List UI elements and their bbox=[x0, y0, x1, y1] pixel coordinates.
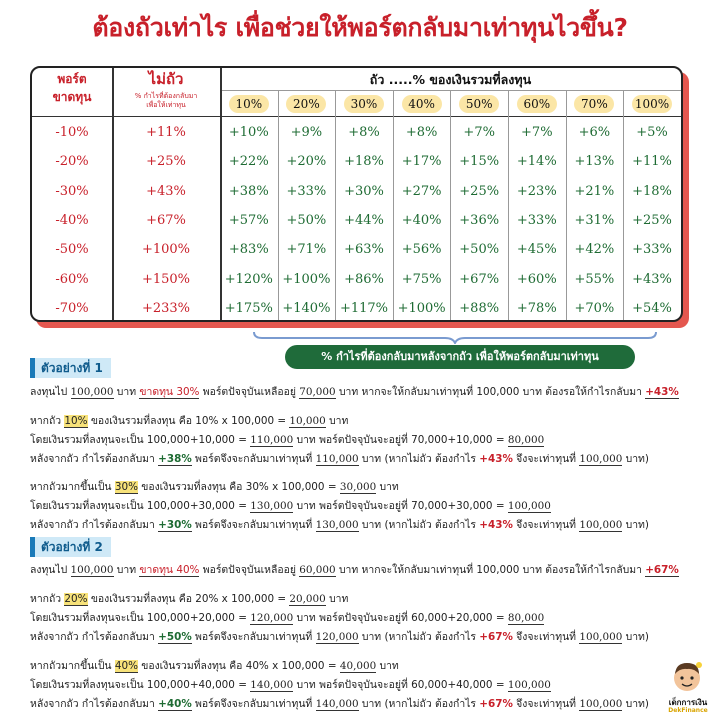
recovery-cell: +15% bbox=[459, 154, 500, 170]
recovery-cell: +120% bbox=[224, 271, 273, 287]
add-percent-chip: 10% bbox=[229, 95, 269, 113]
recovery-cell: +17% bbox=[401, 154, 442, 170]
mascot-icon bbox=[670, 660, 704, 694]
example2-intro bbox=[30, 561, 679, 579]
text: บาท) bbox=[622, 698, 649, 710]
brand-sub: DekFinance bbox=[668, 707, 708, 714]
text: บาท) bbox=[622, 519, 649, 531]
recovery-cell: +11% bbox=[632, 154, 672, 170]
text: ของเงินรวมที่ลงทุน คือ 20% x 100,000 = bbox=[87, 593, 290, 605]
text: บาท bbox=[325, 415, 349, 427]
text: จึงจะเท่าทุนที่ bbox=[512, 631, 580, 643]
amount: 60,000 bbox=[299, 564, 336, 576]
recovery-cell: +27% bbox=[401, 183, 442, 199]
recovery-cell: +56% bbox=[401, 242, 442, 258]
recovery-cell: +100% bbox=[282, 271, 331, 287]
recovery-cell: +70% bbox=[574, 300, 615, 316]
loss-text: ขาดทุน 30% bbox=[139, 386, 200, 398]
no-add-cell: +43% bbox=[146, 183, 186, 199]
amount: 10,000 bbox=[289, 415, 326, 427]
add-percent: 20% bbox=[64, 593, 88, 605]
recovery-cell: +25% bbox=[459, 183, 500, 199]
brand-name: เด็กการเงิน bbox=[668, 698, 708, 707]
recovery-cell: +22% bbox=[228, 154, 269, 170]
no-add-subheader-line1: % กำไรที่ต้องกลับมา bbox=[134, 92, 198, 100]
text: หลังจากถัว กำไรต้องกลับมา bbox=[30, 631, 159, 643]
text: บาท bbox=[325, 593, 349, 605]
example1-case2-line1 bbox=[30, 478, 399, 496]
gain-no-add: +67% bbox=[479, 631, 513, 643]
recovery-cell: +5% bbox=[636, 125, 668, 140]
add-percent-chip: 30% bbox=[344, 95, 384, 113]
amount: 120,000 bbox=[250, 612, 294, 624]
add-percent-chip: 70% bbox=[574, 95, 614, 113]
recovery-cell: +20% bbox=[286, 154, 327, 170]
example2-label: ตัวอย่างที่ 2 bbox=[30, 537, 111, 557]
gain-after-add: +38% bbox=[158, 453, 192, 465]
add-percent-chip: 60% bbox=[517, 95, 557, 113]
example1-case1-line1 bbox=[30, 412, 348, 430]
no-add-subheader-line2: เพื่อให้เท่าทุน bbox=[146, 101, 186, 109]
text: บาท bbox=[376, 481, 399, 493]
text: โดยเงินรวมที่ลงทุนจะเป็น 100,000+20,000 = bbox=[30, 612, 251, 624]
text: บาท (หากไม่ถัว ต้องกำไร bbox=[358, 453, 480, 465]
recovery-cell: +14% bbox=[516, 154, 557, 170]
text: พอร์ตปัจจุบันเหลืออยู่ bbox=[199, 386, 300, 398]
add-percent-chip: 100% bbox=[632, 95, 672, 113]
text: โดยเงินรวมที่ลงทุนจะเป็น 100,000+40,000 = bbox=[30, 679, 251, 691]
text: จึงจะเท่าทุนที่ bbox=[512, 453, 580, 465]
amount: 120,000 bbox=[315, 631, 359, 643]
text: บาท หากจะให้กลับมาเท่าทุนที่ 100,000 บาท ต้องรอให้กำไรกลับมา bbox=[335, 564, 646, 576]
recovery-cell: +175% bbox=[224, 300, 273, 316]
example1-label: ตัวอย่างที่ 1 bbox=[30, 358, 111, 378]
example2-case2-line2 bbox=[30, 676, 551, 694]
brand-logo bbox=[660, 660, 716, 718]
no-add-subheader bbox=[112, 92, 220, 110]
text: บาท พอร์ตปัจจุบันจะอยู่ที่ 70,000+10,000 = bbox=[293, 434, 508, 446]
text: พอร์ตปัจจุบันเหลืออยู่ bbox=[199, 564, 300, 576]
example2-case2-line3 bbox=[30, 695, 649, 713]
recovery-cell: +100% bbox=[397, 300, 446, 316]
amount: 140,000 bbox=[250, 679, 294, 691]
text: พอร์ตจึงจะกลับมาเท่าทุนที่ bbox=[191, 698, 316, 710]
example2-case1-line2 bbox=[30, 609, 544, 627]
amount: 80,000 bbox=[507, 612, 545, 624]
recovery-table bbox=[30, 66, 683, 322]
loss-text: ขาดทุน 40% bbox=[139, 564, 200, 576]
example2-case1-line3 bbox=[30, 628, 649, 646]
recovery-cell: +63% bbox=[344, 242, 384, 258]
recovery-cell: +43% bbox=[632, 271, 672, 287]
loss-cell: -70% bbox=[55, 300, 89, 316]
text: ของเงินรวมที่ลงทุน คือ 30% x 100,000 = bbox=[137, 481, 340, 493]
recovery-cell: +55% bbox=[574, 271, 615, 287]
text: บาท) bbox=[622, 453, 649, 465]
loss-cell: -20% bbox=[55, 154, 89, 170]
result-banner: % กำไรที่ต้องกลับมาหลังจากถัว เพื่อให้พอร์ตกลับมาเท่าทุน bbox=[285, 345, 635, 369]
text: จึงจะเท่าทุนที่ bbox=[512, 698, 580, 710]
text: บาท (หากไม่ถัว ต้องกำไร bbox=[358, 519, 480, 531]
amount: 80,000 bbox=[507, 434, 545, 446]
amount: 100,000 bbox=[579, 631, 623, 643]
recovery-cell: +10% bbox=[228, 125, 269, 140]
example1-case2-line2 bbox=[30, 497, 551, 515]
no-add-cell: +25% bbox=[146, 154, 186, 170]
amount: 40,000 bbox=[339, 660, 377, 672]
text: หลังจากถัว กำไรต้องกลับมา bbox=[30, 519, 159, 531]
loss-header bbox=[32, 70, 112, 106]
recovery-cell: +31% bbox=[574, 212, 615, 228]
amount: 100,000 bbox=[70, 564, 114, 576]
amount: 100,000 bbox=[579, 519, 623, 531]
recovery-cell: +33% bbox=[632, 242, 672, 258]
amount: 110,000 bbox=[315, 453, 359, 465]
no-add-cell: +67% bbox=[146, 212, 186, 228]
recovery-cell: +33% bbox=[286, 183, 327, 199]
text: พอร์ตจึงจะกลับมาเท่าทุนที่ bbox=[191, 453, 316, 465]
add-percent: 10% bbox=[64, 415, 88, 427]
table-grid bbox=[32, 68, 681, 320]
text: บาท (หากไม่ถัว ต้องกำไร bbox=[358, 631, 480, 643]
recovery-cell: +54% bbox=[632, 300, 672, 316]
recovery-cell: +67% bbox=[459, 271, 500, 287]
recovery-cell: +140% bbox=[282, 300, 331, 316]
amount: 70,000 bbox=[299, 386, 336, 398]
amount: 100,000 bbox=[70, 386, 114, 398]
recovery-cell: +13% bbox=[574, 154, 615, 170]
text: บาท) bbox=[622, 631, 649, 643]
gain-no-add: +43% bbox=[479, 453, 513, 465]
example1-case1-line2 bbox=[30, 431, 544, 449]
recovery-cell: +60% bbox=[516, 271, 557, 287]
loss-cell: -40% bbox=[55, 212, 89, 228]
text: ลงทุนไป bbox=[30, 386, 71, 398]
amount: 130,000 bbox=[250, 500, 294, 512]
recovery-cell: +6% bbox=[578, 125, 611, 140]
recovery-cell: +88% bbox=[459, 300, 500, 316]
gain-no-add: +67% bbox=[479, 698, 513, 710]
example2-case1-line1 bbox=[30, 590, 348, 608]
recovery-cell: +23% bbox=[516, 183, 557, 199]
text: หากถัวมากขึ้นเป็น bbox=[30, 660, 115, 672]
text: บาท พอร์ตปัจจุบันจะอยู่ที่ 60,000+20,000 = bbox=[293, 612, 508, 624]
recovery-cell: +117% bbox=[339, 300, 389, 316]
text: จึงจะเท่าทุนที่ bbox=[512, 519, 580, 531]
amount: 100,000 bbox=[579, 453, 623, 465]
text: บาท bbox=[113, 386, 140, 398]
text: ของเงินรวมที่ลงทุน คือ 10% x 100,000 = bbox=[87, 415, 290, 427]
amount: 100,000 bbox=[507, 500, 551, 512]
recovery-cell: +45% bbox=[516, 242, 557, 258]
recovery-cell: +71% bbox=[286, 242, 327, 258]
text: บาท พอร์ตปัจจุบันจะอยู่ที่ 60,000+40,000 = bbox=[293, 679, 508, 691]
recovery-cell: +38% bbox=[228, 183, 269, 199]
recovery-cell: +30% bbox=[344, 183, 384, 199]
amount: 20,000 bbox=[289, 593, 326, 605]
amount: 130,000 bbox=[315, 519, 359, 531]
amount: 30,000 bbox=[339, 481, 377, 493]
recovery-cell: +42% bbox=[574, 242, 615, 258]
curly-brace bbox=[252, 330, 658, 344]
recovery-cell: +18% bbox=[344, 154, 384, 170]
no-add-cell: +233% bbox=[141, 300, 191, 316]
text: หากถัว bbox=[30, 593, 65, 605]
example1-case1-line3 bbox=[30, 450, 649, 468]
add-percent-chip: 50% bbox=[459, 95, 499, 113]
example1-case2-line3 bbox=[30, 516, 649, 534]
loss-header-line1: พอร์ต bbox=[57, 72, 87, 86]
recovery-cell: +50% bbox=[459, 242, 500, 258]
text: ของเงินรวมที่ลงทุน คือ 40% x 100,000 = bbox=[137, 660, 340, 672]
recovery-cell: +9% bbox=[290, 125, 323, 140]
gain-after-add: +30% bbox=[158, 519, 192, 531]
loss-cell: -60% bbox=[55, 271, 89, 287]
text: บาท bbox=[376, 660, 399, 672]
required-gain: +67% bbox=[645, 564, 679, 576]
gain-no-add: +43% bbox=[479, 519, 513, 531]
recovery-cell: +78% bbox=[516, 300, 557, 316]
no-add-cell: +150% bbox=[141, 271, 191, 287]
amount: 140,000 bbox=[315, 698, 359, 710]
recovery-cell: +21% bbox=[574, 183, 615, 199]
add-header: ถัว .....% ของเงินรวมที่ลงทุน bbox=[369, 72, 532, 87]
loss-cell: -30% bbox=[55, 183, 89, 199]
example1-intro bbox=[30, 383, 679, 401]
recovery-cell: +18% bbox=[632, 183, 672, 199]
recovery-cell: +75% bbox=[401, 271, 442, 287]
recovery-cell: +7% bbox=[463, 125, 495, 140]
add-percent-chip: 20% bbox=[286, 95, 326, 113]
recovery-cell: +83% bbox=[228, 242, 269, 258]
text: บาท (หากไม่ถัว ต้องกำไร bbox=[358, 698, 480, 710]
recovery-cell: +8% bbox=[348, 125, 380, 140]
recovery-cell: +7% bbox=[521, 125, 553, 140]
gain-after-add: +40% bbox=[158, 698, 192, 710]
loss-cell: -10% bbox=[55, 125, 89, 140]
recovery-cell: +57% bbox=[228, 212, 269, 228]
page-title: ต้องถัวเท่าไร เพื่อช่วยให้พอร์ตกลับมาเท่าทุนไวขึ้น? bbox=[92, 13, 628, 42]
add-percent: 40% bbox=[114, 660, 138, 672]
amount: 100,000 bbox=[507, 679, 551, 691]
text: หากถัวมากขึ้นเป็น bbox=[30, 481, 115, 493]
recovery-cell: +8% bbox=[405, 125, 438, 140]
loss-cell: -50% bbox=[55, 242, 89, 258]
text: พอร์ตจึงจะกลับมาเท่าทุนที่ bbox=[191, 631, 316, 643]
required-gain: +43% bbox=[645, 386, 679, 398]
no-add-header: ไม่ถัว bbox=[148, 70, 184, 88]
gain-after-add: +50% bbox=[158, 631, 192, 643]
text: บาท bbox=[113, 564, 140, 576]
add-percent: 30% bbox=[114, 481, 138, 493]
text: หลังจากถัว กำไรต้องกลับมา bbox=[30, 453, 159, 465]
recovery-cell: +33% bbox=[516, 212, 557, 228]
recovery-cell: +25% bbox=[632, 212, 672, 228]
text: พอร์ตจึงจะกลับมาเท่าทุนที่ bbox=[191, 519, 316, 531]
text: หากถัว bbox=[30, 415, 65, 427]
recovery-cell: +40% bbox=[401, 212, 442, 228]
amount: 100,000 bbox=[579, 698, 623, 710]
no-add-cell: +11% bbox=[146, 125, 186, 140]
recovery-cell: +36% bbox=[459, 212, 500, 228]
amount: 110,000 bbox=[250, 434, 294, 446]
example2-case2-line1 bbox=[30, 657, 399, 675]
text: บาท หากจะให้กลับมาเท่าทุนที่ 100,000 บาท ต้องรอให้กำไรกลับมา bbox=[335, 386, 646, 398]
add-percent-chip: 40% bbox=[402, 95, 442, 113]
text: ลงทุนไป bbox=[30, 564, 71, 576]
no-add-cell: +100% bbox=[141, 242, 191, 258]
text: โดยเงินรวมที่ลงทุนจะเป็น 100,000+30,000 = bbox=[30, 500, 251, 512]
text: บาท พอร์ตปัจจุบันจะอยู่ที่ 70,000+30,000 = bbox=[293, 500, 508, 512]
recovery-cell: +86% bbox=[344, 271, 384, 287]
recovery-cell: +44% bbox=[344, 212, 384, 228]
recovery-cell: +50% bbox=[286, 212, 327, 228]
text: หลังจากถัว กำไรต้องกลับมา bbox=[30, 698, 159, 710]
text: โดยเงินรวมที่ลงทุนจะเป็น 100,000+10,000 = bbox=[30, 434, 251, 446]
loss-header-line2: ขาดทุน bbox=[52, 90, 92, 104]
header-bottom-line bbox=[32, 116, 681, 117]
